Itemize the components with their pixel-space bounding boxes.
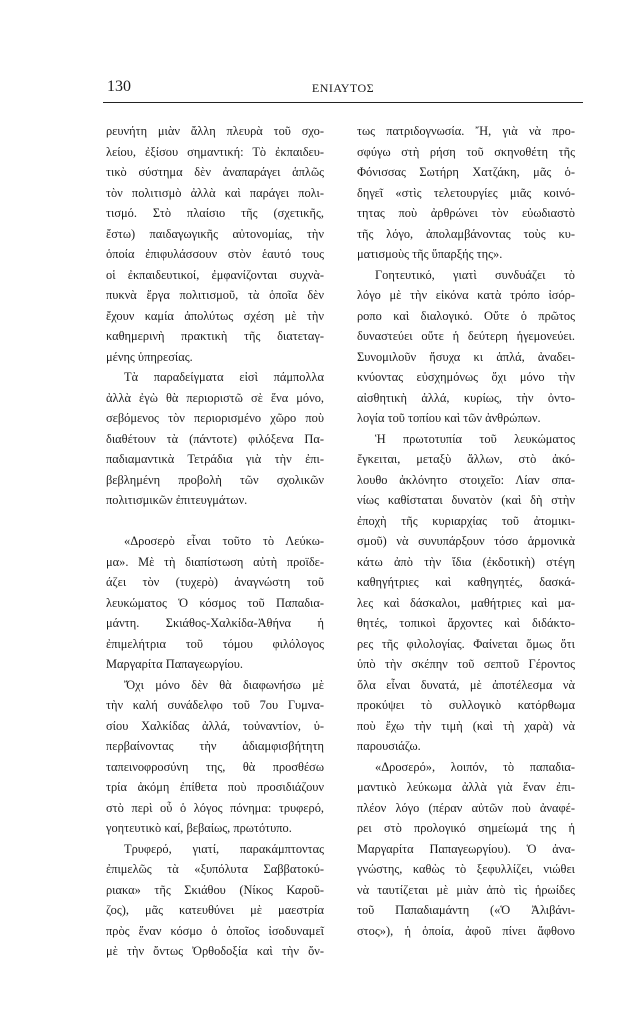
page-number: 130 [107, 78, 131, 95]
text-line: «Δροσερὸ εἶναι τοῦτο τὸ Λεύκω- [124, 534, 324, 548]
text-line: γοητευτικὸ καί, βεβαίως, πρωτότυπο. [106, 821, 292, 835]
text-line: ἔχουν καμία ἀπολύτως σχέση μὲ τὴν [106, 308, 324, 323]
text-line: Φόνισσας Σωτήρη Χατζάκη, μᾶς ὁ- [357, 165, 575, 179]
text-line: «Δροσερό», λοιπόν, τὸ παπαδια- [375, 759, 575, 774]
text-line: τισμό. Στὸ πλαίσιο τῆς (σχετικῆς, [106, 206, 324, 220]
text-line: ἔστω) παιδαγωγικῆς αὐτονομίας, τὴν [106, 226, 324, 241]
text-line: Ὄχι μόνο δὲν θὰ διαφωνήσω μὲ [124, 677, 324, 692]
text-line: στὸ περὶ οὗ ὁ λόγος πόνημα: τρυφερό, [106, 800, 324, 815]
text-line: παρουσιάζω. [357, 739, 421, 753]
text-column-right [357, 121, 575, 941]
text-line: πλέον λόγο (πέραν αὐτῶν ποὺ ἀναφέ- [357, 800, 575, 815]
text-line: ἐποχὴ τῆς κυριαρχίας τοῦ ἀτομικι- [357, 513, 575, 528]
paragraph-gap [106, 511, 324, 532]
text-line: ρες τῆς φιλολογίας. Φαίνεται ὅμως ὅτι [357, 636, 575, 651]
text-line: Συνομιλοῦν ἥσυχα κι ἁπλά, ἀναδει- [357, 349, 575, 364]
text-line: σμοῦ) νὰ συνυπάρξουν τόσο ἁρμονικὰ [357, 534, 575, 548]
text-line: τητας ποὺ ἀρθρώνει τὸν εὐωδιαστὸ [357, 206, 575, 220]
text-line: καθημερινὴ πρακτικὴ τῆς διατεταγ- [106, 329, 324, 343]
text-line: τως πατριδογνωσία. Ἤ, γιὰ νὰ προ- [357, 124, 575, 138]
text-line: ὅλα εἶναι δυνατά, μὲ ἀποτέλεσμα νὰ [357, 677, 575, 692]
text-line: μὲ τὴν ὄντως Ὀρθοδοξία καὶ τὴν ὄν- [106, 944, 324, 958]
text-line: Γοητευτικό, γιατὶ συνδυάζει τὸ [375, 267, 575, 282]
text-line: Μαργαρίτα Παπαγεωργίου. [106, 657, 243, 671]
text-line: ποὺ ἔχω τὴν τιμὴ (καὶ τὴ χαρὰ) νὰ [357, 718, 575, 733]
text-line: σφύγω στὴ ρήση τοῦ σκηνοθέτη τῆς [357, 144, 575, 159]
text-line: θητές, τοπικοὶ ἄρχοντες καὶ διδάκτο- [357, 616, 575, 630]
text-line: μάντη. Σκιάθος-Χαλκίδα-Ἀθήνα ἡ [106, 616, 324, 630]
text-line: ρευνήτη μιὰν ἄλλη πλευρὰ τοῦ σχο- [106, 124, 324, 138]
text-line: στος»), ἡ ὁποία, ἀφοῦ πίνει ἄφθονο [357, 923, 575, 938]
text-line: νὰ ταυτίζεται μὲ μιὰν ἀπὸ τὶς ἡρωίδες [357, 882, 575, 897]
running-head: ΕΝΙΑΥΤΟΣ [311, 81, 375, 95]
text-line: ἐπιμελῶς τὰ «ξυπόλυτα Σαββατοκύ- [106, 862, 324, 876]
text-line: ματισμοὺς τῆς ὕπαρξής της». [357, 247, 503, 261]
text-line: ὁποία ἐπιφυλάσσουν στὸν ἑαυτό τους [106, 247, 324, 261]
text-line: λόγο μὲ τὴν εἰκόνα κατὰ τρόπο ἰσόρ- [357, 288, 575, 302]
text-column-left [106, 121, 324, 962]
text-line: ἔγκειται, μεταξὺ ἄλλων, στὸ ἀκό- [357, 452, 575, 466]
text-line: παδιαμαντικὰ Τετράδια γιὰ τὴν ἐπι- [106, 452, 324, 466]
text-line: ἐπιμελήτρια τοῦ τόμου φιλόλογος [106, 636, 324, 651]
text-line: τῆς λόγο, ἀπολαμβάνοντας τοὺς κυ- [357, 226, 575, 241]
text-line: τικὸ σύστημα δὲν ἀναπαράγει ἁπλῶς [106, 165, 324, 179]
text-line: πυκνὰ ἔργα πολιτισμοῦ, τὰ ὁποῖα δὲν [106, 288, 324, 302]
text-line: τρία ἀκόμη ἐπίθετα ποὺ προσιδιάζουν [106, 780, 324, 794]
text-line: τοῦ Παπαδιαμάντη («Ὁ Ἀλιβάνι- [357, 903, 575, 917]
page-header [103, 78, 583, 103]
text-line: αἰσθητικὴ ἀλλά, κυρίως, τὴν ὀντο- [357, 390, 575, 405]
text-line: τὴν καλή συνάδελφο τοῦ 7ου Γυμνα- [106, 698, 324, 712]
text-line: ριακα» τῆς Σκιάθου (Νίκος Καροῦ- [106, 882, 324, 897]
text-line: Μαργαρίτα Παπαγεωργίου). Ὁ ἀνα- [357, 841, 575, 856]
text-line: λες καὶ δάσκαλοι, μαθήτριες καὶ μα- [357, 595, 575, 610]
text-line: δηγεῖ «στὶς τελετουργίες μιᾶς κοινό- [357, 185, 575, 200]
text-line: δυναστεύει οὔτε ἡ δεύτερη ἡγεμονεύει. [357, 329, 575, 343]
text-line: ρει στὸ προλογικό σημείωμά της ἡ [357, 821, 575, 835]
text-line: οἱ ἐκπαιδευτικοί, ἐμφανίζονται συχνὰ- [106, 267, 324, 282]
text-line: ζος), μᾶς κατευθύνει μὲ μαεστρία [106, 903, 324, 917]
text-line: ταπεινοφροσύνη της, θὰ προσθέσω [106, 759, 324, 774]
text-line: κνύοντας εὐσχημόνως ὄχι μόνο τὴν [357, 370, 575, 384]
text-line: λευκώματος Ὁ κόσμος τοῦ Παπαδια- [106, 595, 324, 610]
text-line: καθηγήτριες καὶ καθηγητές, δασκά- [357, 575, 575, 589]
text-line: μαντικὸ λεύκωμα ἀλλὰ γιὰ ἕναν ἐπι- [357, 780, 575, 794]
text-line: νίως καθίσταται δυνατὸν (καὶ δὴ στὴν [357, 493, 575, 507]
text-line: ὑπὸ τὴν σκέπην τοῦ σεπτοῦ Γέροντος [357, 657, 575, 671]
text-line: βεβλημένη προβολὴ τῶν σχολικῶν [106, 472, 324, 487]
text-line: Τρυφερό, γιατί, παρακάμπτοντας [124, 841, 324, 856]
text-line: σεβόμενος τὸν περιορισμένο χῶρο ποὺ [106, 411, 324, 425]
text-line: περβαίνοντας τὴν ἀδιαμφισβήτητη [106, 739, 324, 753]
text-line: Ἡ πρωτοτυπία τοῦ λευκώματος [375, 431, 575, 446]
text-line: Τὰ παραδείγματα εἰσὶ πάμπολλα [124, 370, 324, 384]
text-line: λείου, ἐξίσου σημαντική: Τὸ ἐκπαιδευ- [106, 144, 324, 159]
text-line: λουθο ἀκλόνητο στοιχεῖο: Λίαν σπα- [357, 472, 575, 487]
text-line: ροπο καὶ διαλογικό. Οὔτε ὁ πρῶτος [357, 308, 575, 323]
text-line: κάτω ἀπὸ τὴν ἴδια (ἐκδοτικὴ) στέγη [357, 554, 575, 569]
text-line: λογία τοῦ τοπίου καὶ τῶν ἀνθρώπων. [357, 411, 541, 425]
text-line: άζει τὸν (τυχερὸ) ἀναγνώστη τοῦ [106, 575, 324, 589]
text-line: γνώστης, καθὼς τὸ ξεφυλλίζει, νιώθει [357, 862, 575, 876]
text-line: μένης ὑπηρεσίας. [106, 349, 193, 364]
text-line: προκύψει τὸ συλλογικὸ κατόρθωμα [357, 698, 575, 712]
text-line: διαθέτουν τὰ (πάντοτε) φιλόξενα Πα- [106, 431, 324, 446]
text-line: πολιτισμικῶν ἐπιτευγμάτων. [106, 493, 248, 507]
text-line: πρὸς ἕναν κόσμο ὁ ὁποῖος ἰσοδυναμεῖ [106, 923, 324, 938]
text-line: μα». Μὲ τὴ διαπίστωση αὐτὴ προϊδε- [106, 554, 324, 569]
text-line: σίου Χαλκίδας ἀλλά, τοὐναντίον, ὑ- [106, 718, 324, 733]
text-line: ἀλλὰ ἐγὼ θὰ περιοριστῶ σὲ ἕνα μόνο, [106, 390, 324, 405]
text-line: τὸν πολιτισμὸ ἀλλὰ καὶ παράγει πολι- [106, 185, 324, 200]
